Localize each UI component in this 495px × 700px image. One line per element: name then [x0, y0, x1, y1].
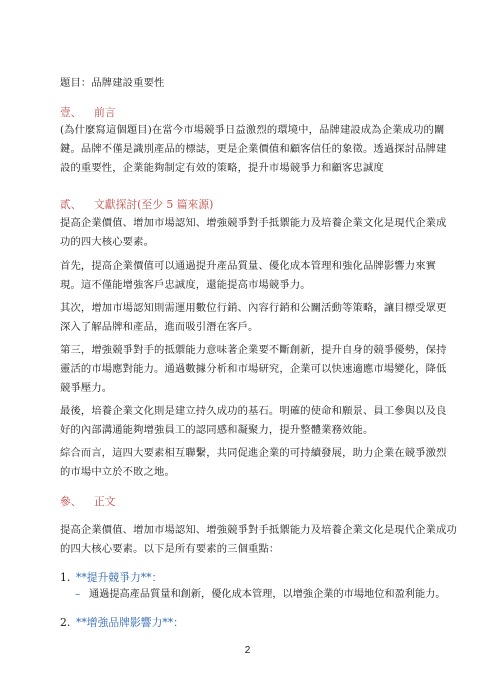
- paragraph-line: 的市場中立於不敗之地。: [60, 466, 175, 478]
- paragraph-line: 的四大核心要素。以下是所有要素的三個重點：: [60, 543, 280, 555]
- list-index: 2.: [60, 616, 71, 629]
- paragraph-line: 提高企業價值、增加市場認知、增強競爭對手抵禦能力及培養企業文化是現代企業成功: [60, 524, 457, 536]
- section-number: 貳、: [60, 198, 82, 211]
- section-heading-body: [60, 493, 116, 511]
- section-heading-literature: [60, 196, 213, 214]
- paragraph-line: 提高企業價值、增加市場認知、增強競爭對手抵禦能力及培養企業文化是現代企業成: [60, 217, 447, 229]
- body-intro-paragraph: [60, 521, 457, 559]
- section-title: 正文: [94, 495, 116, 508]
- paragraph-line: 靈活的市場應對能力。通過數據分析和市場研究，企業可以快速適應市場變化，降低: [60, 363, 447, 375]
- paragraph-line: 最後，培養企業文化則是建立持久成功的基石。明確的使命和願景、員工參與以及良: [60, 405, 447, 417]
- list-index: 1.: [60, 571, 71, 584]
- list-item-2: [60, 614, 184, 632]
- document-topic: [60, 74, 440, 93]
- literature-paragraph-3: [60, 299, 447, 337]
- paragraph-line: 鍵。品牌不僅是識別產品的標誌，更是企業價值和顧客信任的象徵。透過探討品牌建: [60, 143, 447, 155]
- literature-paragraph-6: [60, 444, 447, 482]
- paragraph-line: 好的內部溝通能夠增強員工的認同感和凝聚力，提升整體業務效能。: [60, 424, 374, 436]
- dash-bullet: –: [75, 589, 81, 600]
- section-number: 參、: [60, 495, 82, 508]
- section-title: 前言: [94, 106, 116, 119]
- list-label: **增強品牌影響力**：: [76, 616, 184, 629]
- literature-paragraph-1: [60, 214, 447, 252]
- paragraph-line: 競爭壓力。: [60, 382, 113, 394]
- list-item-1: [60, 569, 162, 587]
- paragraph-line: 設的重要性，企業能夠制定有效的策略，提升市場競爭力和顧客忠誠度: [60, 162, 384, 174]
- literature-paragraph-5: [60, 402, 447, 440]
- literature-paragraph-2: [60, 257, 440, 295]
- section-heading-preface: [60, 104, 116, 122]
- page-number: 2: [244, 645, 251, 656]
- list-label: **提升競爭力**：: [76, 571, 163, 584]
- list-subpoint-1: [75, 586, 446, 604]
- preface-paragraph: [60, 121, 447, 178]
- section-number: 壹、: [60, 106, 82, 119]
- paragraph-line: (為什麼寫這個題目)在當今市場競爭日益激烈的環境中，品牌建設成為企業成功的關: [60, 124, 445, 136]
- paragraph-line: 綜合而言，這四大要素相互聯繫，共同促進企業的可持續發展，助力企業在競爭激烈: [60, 447, 447, 459]
- subpoint-text: 通過提高產品質量和創新，優化成本管理，以增強企業的市場地位和盈利能力。: [89, 589, 446, 600]
- paragraph-line: 深入了解品牌和產品，進而吸引潛在客戶。: [60, 321, 259, 333]
- topic-text: 題目：品牌建設重要性: [60, 77, 165, 89]
- paragraph-line: 其次，增加市場認知則需運用數位行銷、內容行銷和公關活動等策略，讓目標受眾更: [60, 302, 447, 314]
- literature-paragraph-4: [60, 341, 447, 398]
- paragraph-line: 首先，提高企業價值可以通過提升產品質量、優化成本管理和強化品牌影響力來實: [60, 260, 437, 272]
- paragraph-line: 第三，增強競爭對手的抵禦能力意味著企業要不斷創新，提升自身的競爭優勢，保持: [60, 344, 447, 356]
- paragraph-line: 功的四大核心要素。: [60, 236, 155, 248]
- section-title: 文獻探討(至少 5 篇來源): [94, 198, 214, 211]
- paragraph-line: 現。這不僅能增強客戶忠誠度，還能提高市場競爭力。: [60, 279, 311, 291]
